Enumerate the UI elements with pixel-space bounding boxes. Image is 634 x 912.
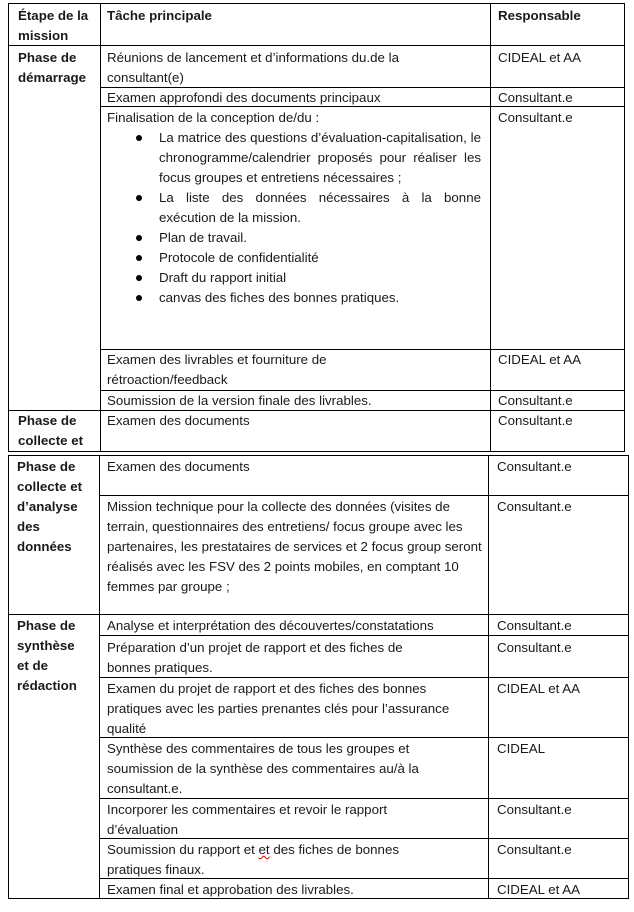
- stage-phase-synthese: Phase de synthèse et de rédaction: [17, 618, 77, 693]
- bullet-icon: [136, 195, 142, 201]
- owner-cell: Consultant.e: [498, 413, 573, 428]
- owner-cell: CIDEAL et AA: [498, 50, 582, 65]
- owner-cell: Consultant.e: [497, 499, 572, 514]
- stage-phase-collecte-partial: Phase de collecte et: [18, 413, 84, 448]
- task-intro: Finalisation de la conception de/du :: [107, 110, 320, 125]
- owner-cell: Consultant.e: [498, 393, 573, 408]
- list-item: canvas des fiches des bonnes pratiques.: [107, 288, 487, 308]
- row-divider: [8, 45, 625, 46]
- stage-phase-collecte: Phase de collecte et d’analyse des données: [17, 459, 83, 554]
- task-cell: Mission technique pour la collecte des données (visites de terrain, questionnaires des entretiens/ focus groupe avec les partenaires, les prestataires de services et 2 focus group seront réalisés avec les FSV des 2 points mobiles, en comptant 10 femmes par groupe ;: [107, 499, 482, 594]
- task-cell: Préparation d’un projet de rapport et des fiches de bonnes pratiques.: [107, 640, 403, 675]
- task-cell: Examen final et approbation des livrables.: [107, 882, 354, 897]
- row-divider: [99, 635, 629, 636]
- bullet-icon: [136, 235, 142, 241]
- task-cell-finalisation: [107, 107, 487, 308]
- list-item: La matrice des questions d’évaluation-capitalisation, le chronogramme/calendrier proposés pour réaliser les focus groupes et entretiens nécessaires ;: [107, 128, 487, 188]
- task-text-after: des fiches de bonnes pratiques finaux.: [107, 842, 399, 877]
- task-cell: Synthèse des commentaires de tous les groupes et soumission de la synthèse des commentaires au/à la consultant.e.: [107, 741, 419, 796]
- list-item: Protocole de confidentialité: [107, 248, 487, 268]
- list-item: Draft du rapport initial: [107, 268, 487, 288]
- stage-phase-demarrage: Phase de démarrage: [18, 50, 86, 85]
- bullet-icon: [136, 135, 142, 141]
- owner-cell: CIDEAL et AA: [498, 352, 582, 367]
- owner-cell: Consultant.e: [497, 459, 572, 474]
- task-cell: [107, 839, 437, 880]
- task-cell: Réunions de lancement et d’informations du.de la consultant(e): [107, 50, 399, 85]
- task-cell: Examen des documents: [107, 413, 250, 428]
- task-text-before: Soumission du rapport et: [107, 842, 259, 857]
- task-cell: Incorporer les commentaires et revoir le rapport d’évaluation: [107, 802, 388, 837]
- owner-cell: Consultant.e: [497, 842, 572, 857]
- owner-cell: Consultant.e: [497, 640, 572, 655]
- owner-cell: Consultant.e: [498, 90, 573, 105]
- task-cell: Examen des livrables et fourniture de rétroaction/feedback: [107, 352, 327, 387]
- deliverables-list: [107, 128, 487, 308]
- owner-cell: Consultant.e: [498, 110, 573, 125]
- bullet-icon: [136, 295, 142, 301]
- header-stage: Étape de la mission: [18, 8, 89, 43]
- task-cell: Examen des documents: [107, 459, 250, 474]
- spellcheck-flagged-word: et: [258, 842, 270, 857]
- column-divider: [100, 3, 101, 452]
- bullet-icon: [136, 275, 142, 281]
- owner-cell: Consultant.e: [497, 618, 572, 633]
- owner-cell: CIDEAL et AA: [497, 882, 581, 897]
- list-item: Plan de travail.: [107, 228, 487, 248]
- owner-cell: Consultant.e: [497, 802, 572, 817]
- task-cell: Analyse et interprétation des découvertes/constatations: [107, 618, 434, 633]
- task-cell: Examen du projet de rapport et des fiches des bonnes pratiques avec les parties prenantes clés pour l’assurance qualité: [107, 681, 450, 736]
- column-divider: [490, 3, 491, 452]
- header-task: Tâche principale: [107, 8, 212, 23]
- list-item: La liste des données nécessaires à la bonne exécution de la mission.: [107, 188, 487, 228]
- header-owner: Responsable: [498, 8, 581, 23]
- owner-cell: CIDEAL et AA: [497, 681, 581, 696]
- task-cell: Examen approfondi des documents principaux: [107, 90, 381, 105]
- bullet-icon: [136, 255, 142, 261]
- task-cell: Soumission de la version finale des livrables.: [107, 393, 372, 408]
- owner-cell: CIDEAL: [497, 741, 546, 756]
